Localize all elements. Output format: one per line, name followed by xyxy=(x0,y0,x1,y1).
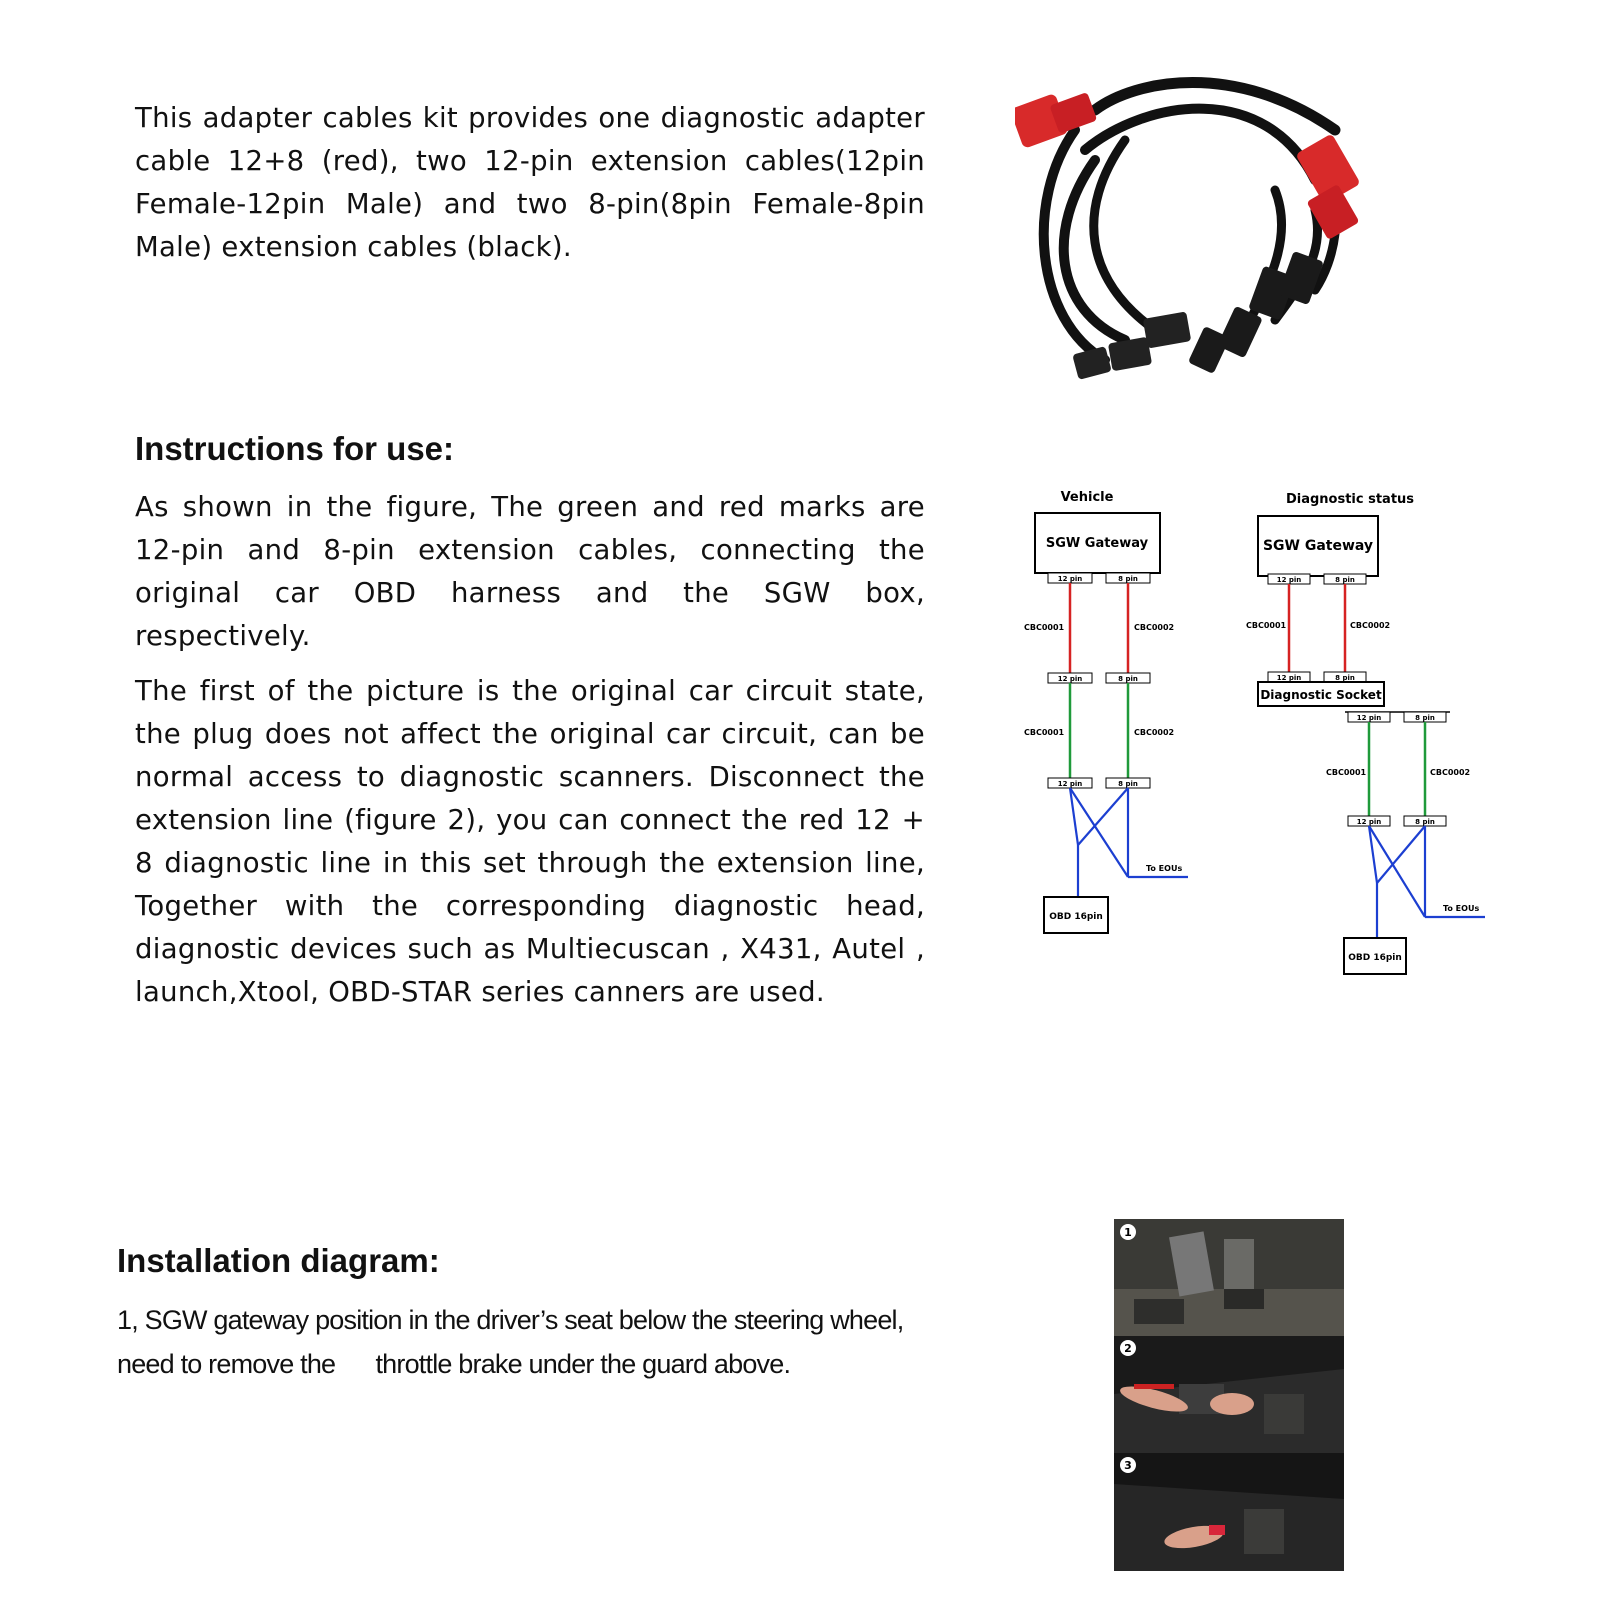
diagnostic-title: Diagnostic status xyxy=(1285,492,1415,507)
diagnostic-pin12-socket: 12 pin xyxy=(1276,674,1302,682)
diagnostic-pin8-ext-top: 8 pin xyxy=(1415,714,1435,722)
vehicle-cable1-green: CBC0001 xyxy=(1024,728,1065,737)
wiring-diagram xyxy=(1010,485,1490,995)
diagnostic-cable1-green: CBC0001 xyxy=(1326,768,1367,777)
diagnostic-gateway-label: SGW Gateway xyxy=(1262,538,1374,554)
diagnostic-cable2-green: CBC0002 xyxy=(1430,768,1471,777)
vehicle-pin8-top: 8 pin xyxy=(1118,575,1138,583)
diagnostic-pin12-top: 12 pin xyxy=(1276,576,1302,584)
installation-photo-3 xyxy=(1114,1453,1344,1571)
photo-step-3: 3 xyxy=(1124,1459,1132,1472)
installation-line-2: need to remove the throttle brake under the guard above. xyxy=(117,1349,791,1379)
installation-photo-2 xyxy=(1114,1336,1344,1453)
installation-photos xyxy=(1114,1219,1344,1571)
diagnostic-cable2-red: CBC0002 xyxy=(1350,621,1391,630)
diagnostic-pin12-ext-top: 12 pin xyxy=(1356,714,1382,722)
vehicle-pin12-top: 12 pin xyxy=(1057,575,1083,583)
vehicle-cable2-green: CBC0002 xyxy=(1134,728,1175,737)
diagnostic-pin8-top: 8 pin xyxy=(1335,576,1355,584)
instructions-paragraph-2: The first of the picture is the original car circuit state, the plug does not affect the original car circuit, can be normal access to diagnostic scanners. Disconnect the extension line (figure 2), you can connect the red 12 + 8 diagnostic line in this set through the extension line, Together with the corresponding diagnostic head, diagnostic devices such as Multiecuscan , X431, Autel , launch,Xtool, OBD-STAR series canners are used. xyxy=(135,675,925,1008)
intro-paragraph: This adapter cables kit provides one diagnostic adapter cable 12+8 (red), two 12-pin extension cables(12pin Female-12pin Male) and two 8-pin(8pin Female-8pin Male) extension cables (black). xyxy=(135,102,925,263)
instructions-paragraph-1: As shown in the figure, The green and red marks are 12-pin and 8-pin extension cables, connecting the original car OBD harness and the SGW box, respectively. xyxy=(135,491,925,652)
installation-title: Installation diagram: xyxy=(117,1242,440,1279)
vehicle-pin12-bottom: 12 pin xyxy=(1057,780,1083,788)
vehicle-pin12-mid: 12 pin xyxy=(1057,675,1083,683)
vehicle-pin8-mid: 8 pin xyxy=(1118,675,1138,683)
diagnostic-socket-label: Diagnostic Socket xyxy=(1260,688,1382,702)
vehicle-title: Vehicle xyxy=(1060,490,1114,505)
vehicle-pin8-bottom: 8 pin xyxy=(1118,780,1138,788)
diagnostic-obd-label: OBD 16pin xyxy=(1348,953,1402,963)
instructions-title: Instructions for use: xyxy=(135,430,455,467)
diagnostic-pin8-socket: 8 pin xyxy=(1335,674,1355,682)
vehicle-obd-label: OBD 16pin xyxy=(1049,912,1103,922)
vehicle-gateway-label: SGW Gateway xyxy=(1045,536,1149,551)
installation-line-1: 1, SGW gateway position in the driver’s seat below the steering wheel, xyxy=(117,1305,904,1335)
diagnostic-to-ecus: To EOUs xyxy=(1443,904,1480,913)
diagnostic-cable1-red: CBC0001 xyxy=(1246,621,1287,630)
diagnostic-pin12-ext-bottom: 12 pin xyxy=(1356,818,1382,826)
vehicle-to-ecus: To EOUs xyxy=(1146,864,1183,873)
installation-text xyxy=(117,1298,977,1386)
adapter-cable-kit-image xyxy=(1015,40,1435,400)
vehicle-cable1-red: CBC0001 xyxy=(1024,623,1065,632)
diagnostic-pin8-ext-bottom: 8 pin xyxy=(1415,818,1435,826)
photo-step-1: 1 xyxy=(1124,1226,1132,1239)
vehicle-cable2-red: CBC0002 xyxy=(1134,623,1175,632)
installation-photo-1 xyxy=(1114,1219,1344,1336)
photo-step-2: 2 xyxy=(1124,1342,1132,1355)
instructions-body xyxy=(135,486,925,1014)
